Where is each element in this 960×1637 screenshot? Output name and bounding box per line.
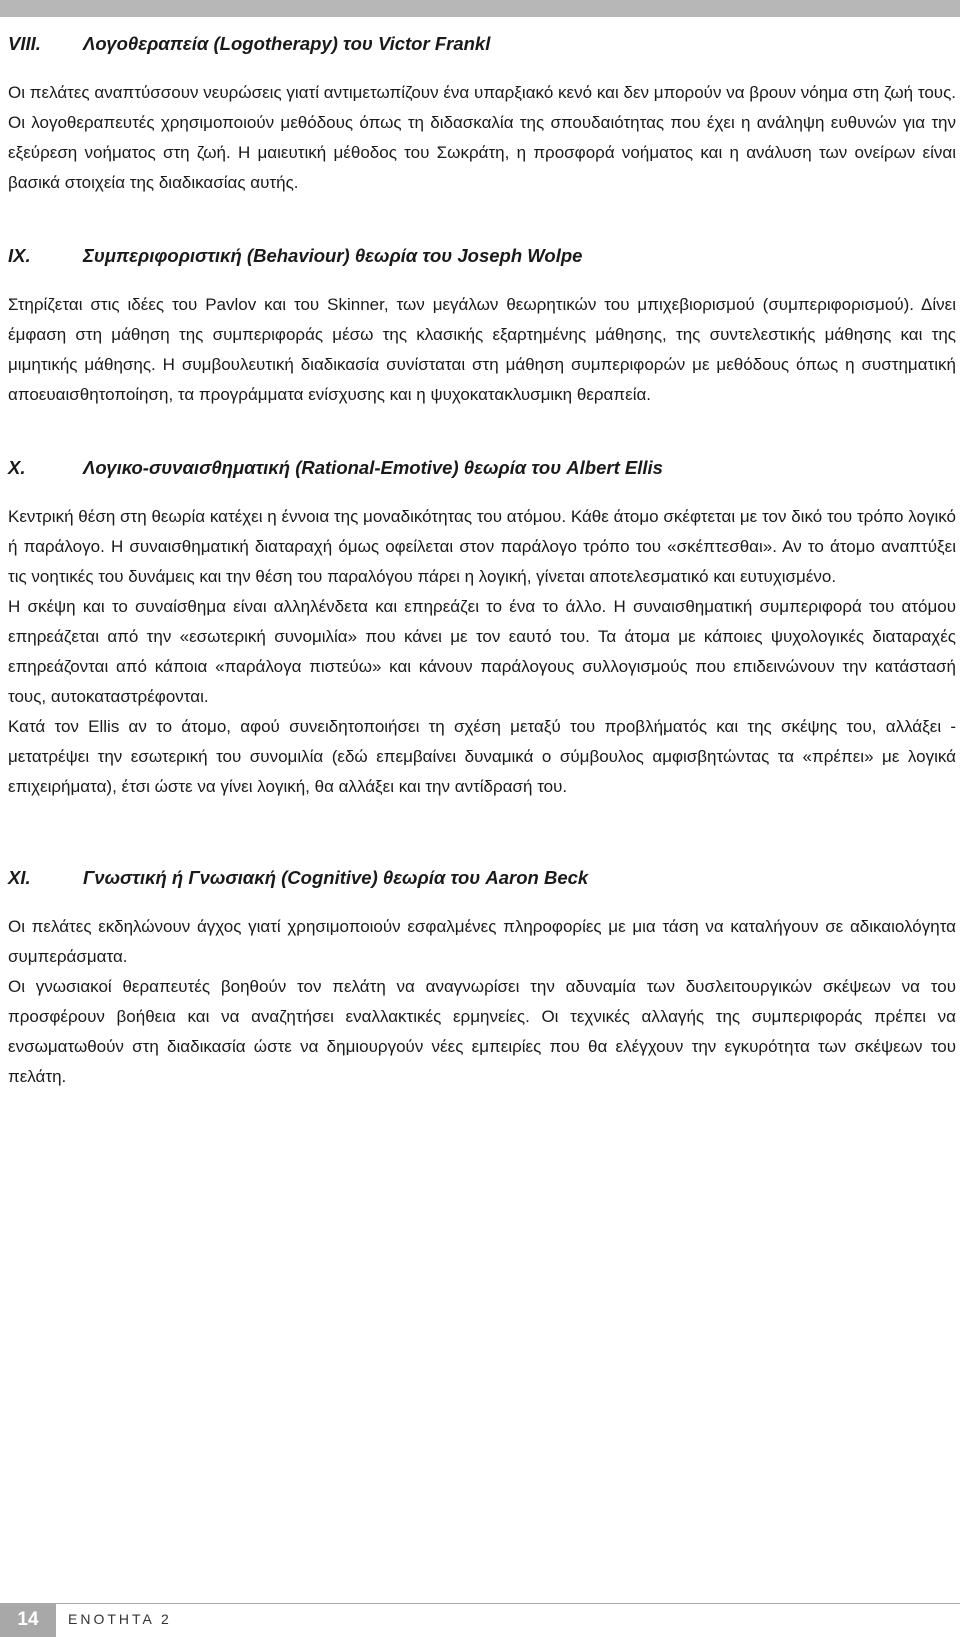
paragraph: Κεντρική θέση στη θεωρία κατέχει η έννοια της μοναδικότητας του ατόμου. Κάθε άτομο σκέφτεται με τον δικό του τρόπο λογικό ή παράλογο. Η συναισθηματική διαταραχή όμως οφείλεται στον παράλογο τρόπο του «σκέπτεσθαι». Αν το άτομο αναπτύξει τις νοητικές του δυνάμεις και την θέση του παραλόγου πάρει η λογική, γίνεται αποτελεσματικό και ευτυχισμένο. (8, 507, 956, 586)
section-behaviour (8, 242, 956, 410)
section-title: Λογικο-συναισθηματική (Rational-Emotive) θεωρία του Albert Ellis (83, 457, 663, 478)
paragraph: Η σκέψη και το συναίσθημα είναι αλληλένδετα και επηρεάζει το ένα το άλλο. Η συναισθηματική συμπεριφορά του ατόμου επηρεάζεται από την «εσωτερική συνομιλία» που κάνει με τον εαυτό του. Τα άτομα με κάποιες ψυχολογικές διαταραχές επηρεάζονται από κάποια «παράλογα πιστεύω» και κάνουν παράλογους συλλογισμούς που επιδεινώνουν την κατάστασή τους, αυτοκαταστρέφονται. (8, 597, 956, 706)
section-heading (8, 30, 956, 58)
section-title: Γνωστική ή Γνωσιακή (Cognitive) θεωρία του Aaron Beck (83, 867, 589, 888)
paragraph: Οι πελάτες αναπτύσσουν νευρώσεις γιατί αντιμετωπίζουν ένα υπαρξιακό κενό και δεν μπορούν να βρουν νόημα στη ζωή τους. Οι λογοθεραπευτές χρησιμοποιούν μεθόδους όπως τη διδασκαλία της σπουδαιότητας που έχει η ανάληψη ευθυνών για την εξεύρεση νοήματος στη ζωή. Η μαιευτική μέθοδος του Σωκράτη, η προσφορά νοήματος και η ανάλυση των ονείρων είναι βασικά στοιχεία της διαδικασίας αυτής. (8, 83, 956, 192)
section-logotherapy (8, 30, 956, 198)
section-heading (8, 864, 956, 892)
section-number: X. (8, 457, 26, 478)
section-number: IX. (8, 245, 31, 266)
page-footer (0, 1603, 960, 1637)
section-title: Λογοθεραπεία (Logotherapy) του Victor Frankl (83, 33, 491, 54)
section-number: XI. (8, 867, 31, 888)
unit-label: ΕΝΟΤΗΤΑ 2 (68, 1611, 172, 1627)
section-heading (8, 454, 956, 482)
section-title: Συμπεριφοριστική (Behaviour) θεωρία του Joseph Wolpe (83, 245, 583, 266)
top-bar (0, 0, 960, 17)
paragraph: Στηρίζεται στις ιδέες του Pavlov και του Skinner, των μεγάλων θεωρητικών του μπιχεβιορισμού (συμπεριφορισμού). Δίνει έμφαση στη μάθηση της συμπεριφοράς μέσω της κλασικής εξαρτημένης μάθησης, της συντελεστικής μάθησης και της μιμητικής μάθησης. Η συμβουλευτική διαδικασία συνίσταται στη μάθηση συμπεριφορών με μεθόδους όπως η συστηματική αποευαισθητοποίηση, τα προγράμματα ενίσχυσης και η ψυχοκατακλυσμικη θεραπεία. (8, 295, 956, 404)
section-cognitive (8, 864, 956, 1092)
section-number: VIII. (8, 33, 41, 54)
page-number: 14 (0, 1603, 56, 1637)
section-rational-emotive (8, 454, 956, 802)
page-content (8, 30, 956, 1092)
paragraph: Οι πελάτες εκδηλώνουν άγχος γιατί χρησιμοποιούν εσφαλμένες πληροφορίες με μια τάση να καταλήγουν σε αδικαιολόγητα συμπεράσματα. (8, 917, 956, 966)
paragraph: Κατά τον Ellis αν το άτομο, αφού συνειδητοποιήσει τη σχέση μεταξύ του προβλήματός και της σκέψης του, αλλάξει - μετατρέψει την εσωτερική του συνομιλία (εδώ επεμβαίνει δυναμικά ο σύμβουλος αμφισβητώντας τα «πρέπει» με λογικά επιχειρήματα), έτσι ώστε να γίνει λογική, θα αλλάξει και την αντίδρασή του. (8, 717, 956, 796)
section-heading (8, 242, 956, 270)
paragraph: Οι γνωσιακοί θεραπευτές βοηθούν τον πελάτη να αναγνωρίσει την αδυναμία των δυσλειτουργικών σκέψεων να του προσφέρουν βοήθεια και να αναζητήσει εναλλακτικές ερμηνείες. Οι τεχνικές αλλαγής της συμπεριφοράς πρέπει να ενσωματωθούν στη διαδικασία ώστε να δημιουργούν νέες εμπειρίες που θα ελέγχουν την εγκυρότητα των σκέψεων του πελάτη. (8, 977, 956, 1086)
footer-divider (56, 1603, 960, 1604)
